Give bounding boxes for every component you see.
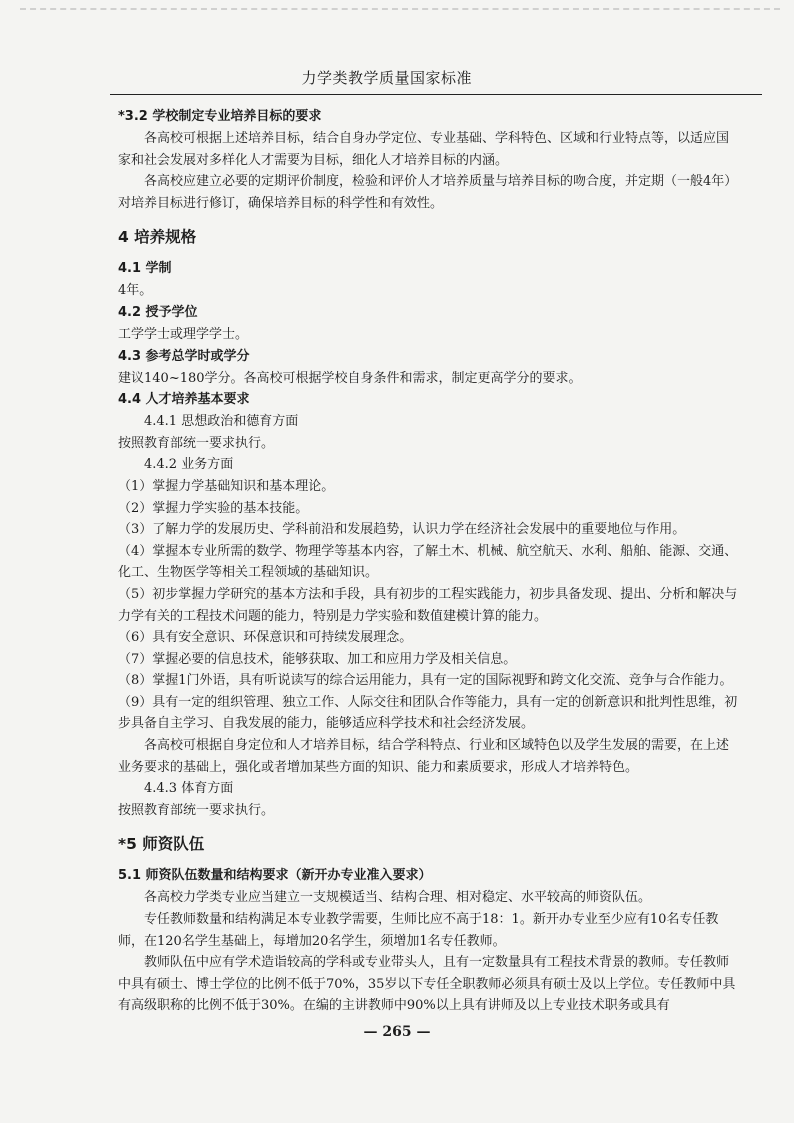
section-4-3-heading: 4.3 参考总学时或学分 xyxy=(118,348,250,364)
section-5-1-paragraph-2: 专任教师数量和结构满足本专业教学需要，生师比应不高于18：1。新开办专业至少应有10名专任教师，在120名学生基础上，每增加20名学生，须增加1名专任教师。 xyxy=(118,912,719,949)
section-5-1-paragraph-1: 各高校力学类专业应当建立一支规模适当、结构合理、相对稳定、水平较高的师资队伍。 xyxy=(144,890,652,906)
requirement-item-1: （1）掌握力学基础知识和基本理论。 xyxy=(118,478,335,494)
requirement-item-6: （6）具有安全意识、环保意识和可持续发展理念。 xyxy=(118,630,413,646)
requirement-item-8: （8）掌握1门外语，具有听说读写的综合运用能力，具有一定的国际视野和跨文化交流、竞争与合作能力。 xyxy=(118,673,733,689)
section-5 xyxy=(118,831,738,1017)
section-4-4-1-text: 按照教育部统一要求执行。 xyxy=(118,435,275,451)
section-4-2-heading: 4.2 授予学位 xyxy=(118,304,198,320)
section-4-1-text: 4年。 xyxy=(118,283,153,299)
section-4 xyxy=(118,224,738,821)
requirement-item-7: （7）掌握必要的信息技术，能够获取、加工和应用力学及相关信息。 xyxy=(118,651,517,667)
section-4-4-2-heading: 4.4.2 业务方面 xyxy=(144,457,234,473)
section-3-2-paragraph-2: 各高校应建立必要的定期评价制度，检验和评价人才培养质量与培养目标的吻合度，并定期（一般4年）对培养目标进行修订，确保培养目标的科学性和有效性。 xyxy=(118,174,738,211)
section-5-1-heading: 5.1 师资队伍数量和结构要求（新开办专业准入要求） xyxy=(118,868,432,884)
section-4-heading: 4 培养规格 xyxy=(118,228,197,247)
section-4-4-2-closing: 各高校可根据自身定位和人才培养目标，结合学科特点、行业和区域特色以及学生发展的需要，在上述业务要求的基础上，强化或者增加某些方面的知识、能力和素质要求，形成人才培养特色。 xyxy=(118,738,730,775)
section-4-3-text: 建议140~180学分。各高校可根据学校自身条件和需求，制定更高学分的要求。 xyxy=(118,370,582,386)
section-4-4-3-text: 按照教育部统一要求执行。 xyxy=(118,802,275,818)
section-4-4-heading: 4.4 人才培养基本要求 xyxy=(118,392,250,408)
section-3-2 xyxy=(118,106,738,214)
section-4-4-1-heading: 4.4.1 思想政治和德育方面 xyxy=(144,414,299,430)
section-3-2-paragraph-1: 各高校可根据上述培养目标，结合自身办学定位、专业基础、学科特色、区域和行业特点等，以适应国家和社会发展对多样化人才需要为目标，细化人才培养目标的内涵。 xyxy=(118,131,730,168)
requirement-item-4: （4）掌握本专业所需的数学、物理学等基本内容，了解土木、机械、航空航天、水利、船舶、能源、交通、化工、生物医学等相关工程领域的基础知识。 xyxy=(118,543,738,581)
requirement-item-2: （2）掌握力学实验的基本技能。 xyxy=(118,500,309,516)
requirement-item-5: （5）初步掌握力学研究的基本方法和手段，具有初步的工程实践能力，初步具备发现、提出、分析和解决与力学有关的工程技术问题的能力，特别是力学实验和数值建模计算的能力。 xyxy=(118,586,738,624)
running-header xyxy=(110,64,762,95)
requirement-item-9: （9）具有一定的组织管理、独立工作、人际交往和团队合作等能力，具有一定的创新意识和批判性思维，初步具备自主学习、自我发展的能力，能够适应科学技术和社会经济发展。 xyxy=(118,694,738,732)
page-number: — 265 — xyxy=(363,1024,431,1040)
section-5-heading: *5 师资队伍 xyxy=(118,835,205,854)
page-body xyxy=(118,106,738,1017)
section-4-1-heading: 4.1 学制 xyxy=(118,261,172,277)
requirement-item-3: （3）了解力学的发展历史、学科前沿和发展趋势，认识力学在经济社会发展中的重要地位与作用。 xyxy=(118,522,686,538)
section-5-1-paragraph-3: 教师队伍中应有学术造诣较高的学科或专业带头人，且有一定数量具有工程技术背景的教师。专任教师中具有硕士、博士学位的比例不低于70%，35岁以下专任全职教师必须具有硕士及以上学位。专任教师中具有高级职称的比例不低于30%。在编的主讲教师中90%以上具有讲师及以上专业技术职务或具有 xyxy=(118,955,736,1014)
section-3-2-heading: *3.2 学校制定专业培养目标的要求 xyxy=(118,109,322,124)
section-4-4-3-heading: 4.4.3 体育方面 xyxy=(144,781,234,797)
running-header-title: 力学类教学质量国家标准 xyxy=(301,69,472,87)
section-4-2-text: 工学学士或理学学士。 xyxy=(118,326,249,342)
scan-edge-artifact xyxy=(20,8,780,24)
